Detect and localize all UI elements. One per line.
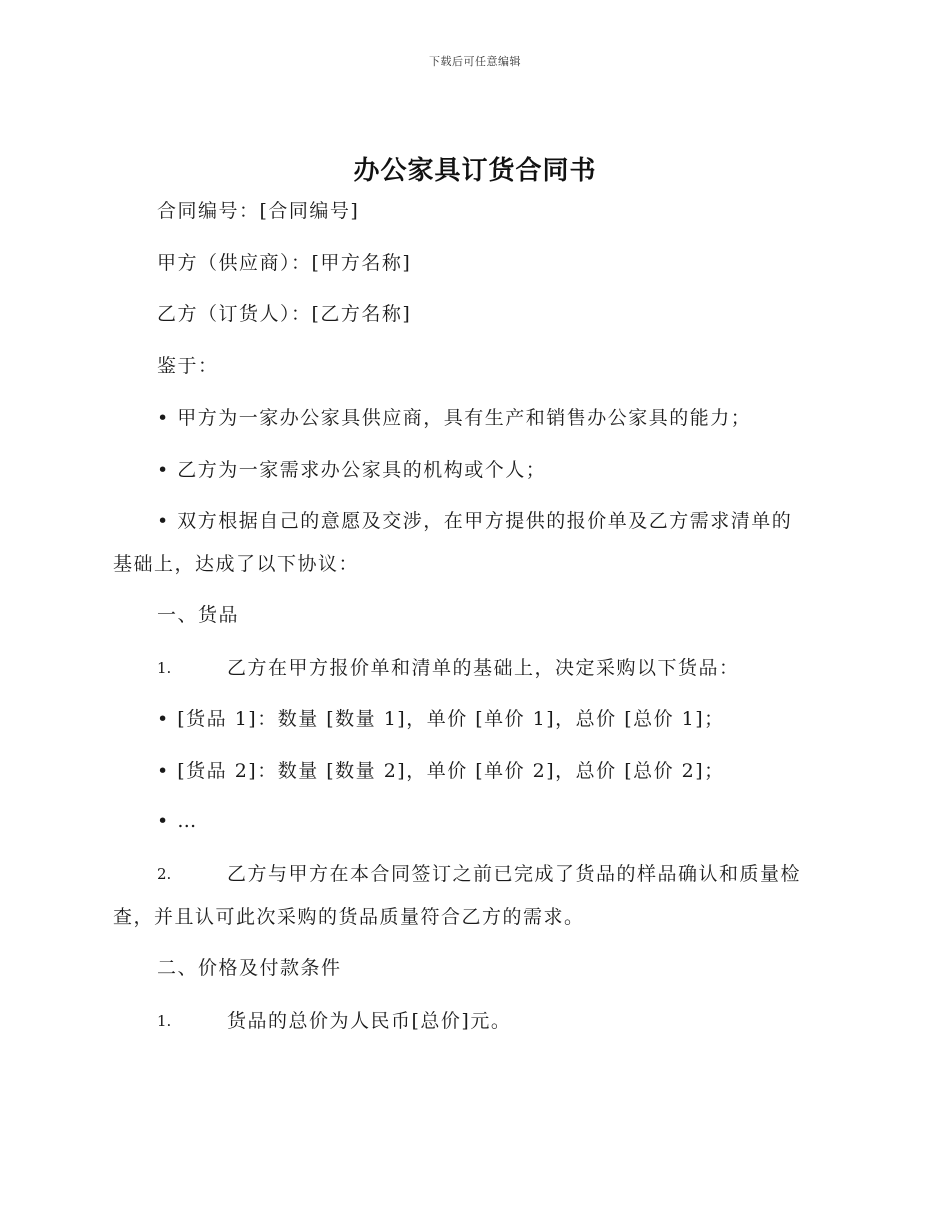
- document-title: 办公家具订货合同书: [353, 156, 597, 186]
- whereas-item: • 乙方为一家需求办公家具的机构或个人；: [157, 459, 547, 481]
- section-heading-price: 二、价格及付款条件: [157, 957, 342, 979]
- clause-number: 1.: [157, 659, 172, 677]
- page-header-note: 下载后可任意编辑: [429, 55, 521, 68]
- clause-number: 1.: [157, 1012, 172, 1030]
- party-a: 甲方（供应商）：[甲方名称]: [157, 252, 412, 274]
- section-heading-goods: 一、货品: [157, 604, 240, 626]
- whereas-heading: 鉴于：: [157, 355, 219, 377]
- clause-text: 货品的总价为人民币[总价]元。: [227, 1010, 512, 1032]
- clause-text: 乙方与甲方在本合同签订之前已完成了货品的样品确认和质量检: [227, 863, 802, 885]
- whereas-item-continuation: 基础上，达成了以下协议：: [113, 553, 360, 575]
- goods-list-item: • …: [157, 810, 198, 832]
- clause-text: 乙方在甲方报价单和清单的基础上，决定采购以下货品：: [227, 657, 740, 679]
- whereas-item: • 甲方为一家办公家具供应商，具有生产和销售办公家具的能力；: [157, 407, 752, 429]
- whereas-item: • 双方根据自己的意愿及交涉，在甲方提供的报价单及乙方需求清单的: [157, 510, 793, 532]
- clause-text-continuation: 查，并且认可此次采购的货品质量符合乙方的需求。: [113, 906, 585, 928]
- clause-number: 2.: [157, 865, 172, 883]
- party-b: 乙方（订货人）：[乙方名称]: [157, 303, 412, 325]
- contract-number: 合同编号：[合同编号]: [157, 200, 360, 222]
- goods-list-item: • [货品 1]：数量 [数量 1]，单价 [单价 1]，总价 [总价 1]；: [157, 708, 725, 730]
- goods-list-item: • [货品 2]：数量 [数量 2]，单价 [单价 2]，总价 [总价 2]；: [157, 760, 725, 782]
